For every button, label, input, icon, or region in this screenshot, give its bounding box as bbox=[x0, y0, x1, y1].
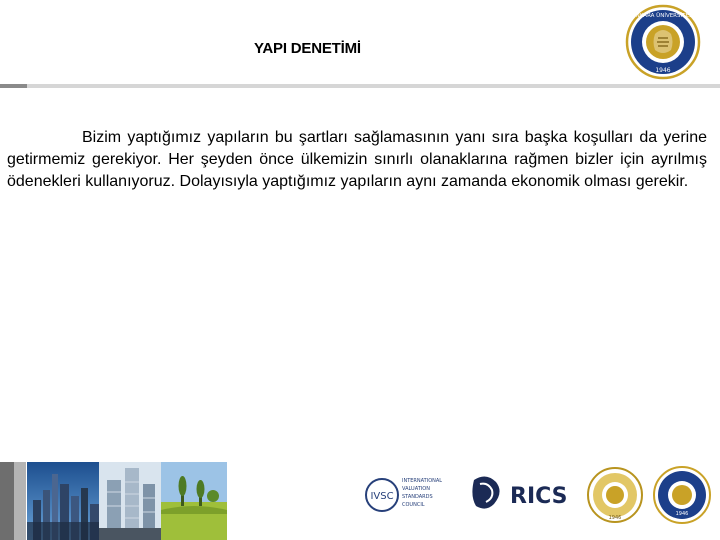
ankara-university-footer-logo bbox=[650, 462, 714, 540]
svg-text:IVSC: IVSC bbox=[370, 491, 394, 502]
footer-stripe bbox=[14, 462, 26, 540]
svg-text:STANDARDS: STANDARDS bbox=[402, 494, 433, 500]
ivsc-logo bbox=[362, 462, 458, 540]
svg-text:1946: 1946 bbox=[675, 511, 689, 517]
svg-text:1946: 1946 bbox=[655, 67, 671, 74]
footer-stripe bbox=[0, 462, 14, 540]
svg-text:ANKARA ÜNİVERSİTESİ: ANKARA ÜNİVERSİTESİ bbox=[631, 13, 695, 19]
landscape-photo bbox=[161, 462, 227, 540]
svg-text:COUNCIL: COUNCIL bbox=[402, 502, 425, 508]
office-towers-photo bbox=[99, 462, 161, 540]
body-paragraph: Bizim yaptığımız yapıların bu şartları sağlamasının yanı sıra başka koşulları da yerine getirmemiz gerekiyor. Her şeyden önce ülkemizin sınırlı olanaklarına rağmen bizler için ayrılmış ödenekleri kullanıyoruz. Dolayısıyla yaptığımız yapıların aynı zamanda ekonomik olması gerekir. bbox=[7, 129, 707, 190]
city-skyline-photo bbox=[27, 462, 99, 540]
header-divider bbox=[0, 84, 720, 88]
svg-text:INTERNATIONAL: INTERNATIONAL bbox=[402, 478, 443, 484]
svg-text:1946: 1946 bbox=[608, 515, 622, 521]
gold-seal-logo bbox=[586, 462, 644, 540]
svg-text:RICS: RICS bbox=[510, 484, 568, 509]
page-title: YAPI DENETİMİ bbox=[254, 40, 361, 57]
ankara-university-logo bbox=[622, 4, 704, 80]
svg-text:VALUATION: VALUATION bbox=[402, 486, 430, 492]
main-content bbox=[7, 127, 707, 193]
rics-logo bbox=[466, 462, 578, 540]
